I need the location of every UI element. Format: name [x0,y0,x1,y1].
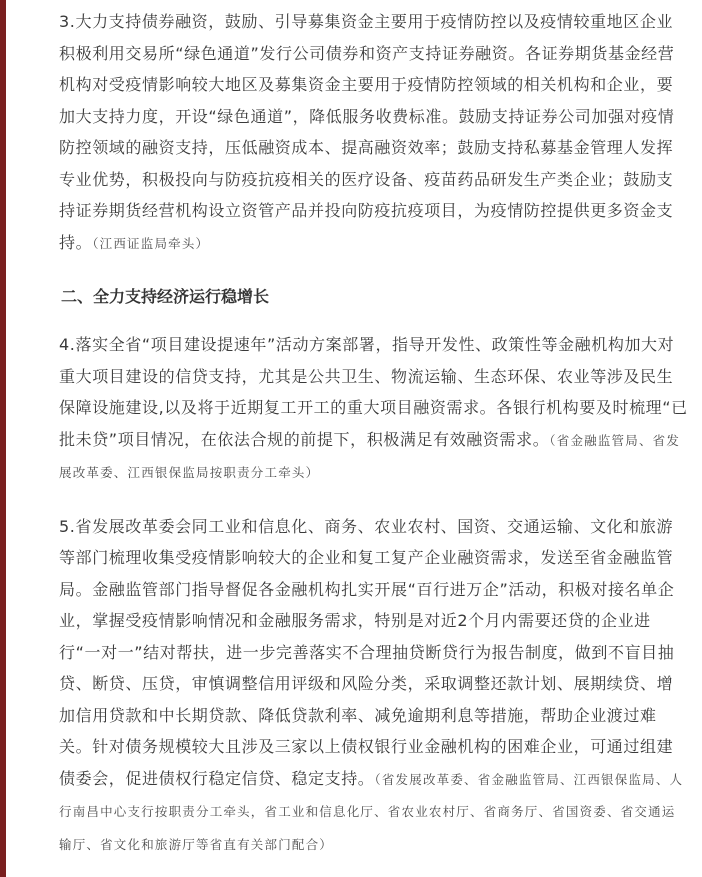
paragraph-4-text: 4.落实全省“项目建设提速年”活动方案部署，指导开发性、政策性等金融机构加大对重大项目建设的信贷支持，尤其是公共卫生、物流运输、生态环保、农业等涉及民生保障设施建设,以及将于近期复工开工的重大项目融资需求。各银行机构要及时梳理“已批未贷”项目情况，在依法合规的前提下，积极满足有效融资需求。 [59,335,688,449]
paragraph-3-text: 3.大力支持债券融资，鼓励、引导募集资金主要用于疫情防控以及疫情较重地区企业积极利用交易所“绿色通道”发行公司债券和资产支持证券融资。各证券期货基金经营机构对受疫情影响较大地区及募集资金主要用于疫情防控领域的相关机构和企业，要加大支持力度，开设“绿色通道”，降低服务收费标准。鼓励支持证券公司加强对疫情防控领域的融资支持，压低融资成本、提高融资效率；鼓励支持私募基金管理人发挥专业优势，积极投向与防疫抗疫相关的医疗设备、疫苗药品研发生产类企业；鼓励支持证券期货经营机构设立资管产品并投向防疫抗疫项目，为疫情防控提供更多资金支持。 [59,12,675,252]
paragraph-3 [59,0,689,259]
section-heading-2: 二、全力支持经济运行稳增长 [61,287,270,306]
left-accent-bar [0,0,6,877]
paragraph-5 [59,511,689,861]
paragraph-3-note: （江西证监局牵头） [92,235,210,251]
paragraph-5-note: （省发展改革委、省金融监管局、江西银保监局、人行南昌中心支行按职责分工牵头，省工业和信息化厅、省农业农村厅、省商务厅、省国资委、省交通运输厅、省文化和旅游厅等省直有关部门配合） [59,771,684,852]
article-body [59,0,689,860]
paragraph-4-note: （省金融监管局、省发展改革委、江西银保监局按职责分工牵头） [59,432,681,480]
paragraph-5-text: 5.省发展改革委会同工业和信息化、商务、农业农村、国资、交通运输、文化和旅游等部门梳理收集受疫情影响较大的企业和复工复产企业融资需求，发送至省金融监管局。金融监管部门指导督促各金融机构扎实开展“百行进万企”活动，积极对接名单企业，掌握受疫情影响情况和金融服务需求，特别是对近2个月内需要还贷的企业进行“一对一”结对帮扶，进一步完善落实不合理抽贷断贷行为报告制度，做到不盲目抽贷、断贷、压贷，审慎调整信用评级和风险分类，采取调整还款计划、展期续贷、增加信用贷款和中长期贷款、降低贷款利率、减免逾期利息等措施，帮助企业渡过难关。针对债务规模较大且涉及三家以上债权银行业金融机构的困难企业，可通过组建债委会，促进债权行稳定信贷、稳定支持。 [59,516,675,788]
paragraph-4 [59,329,689,489]
